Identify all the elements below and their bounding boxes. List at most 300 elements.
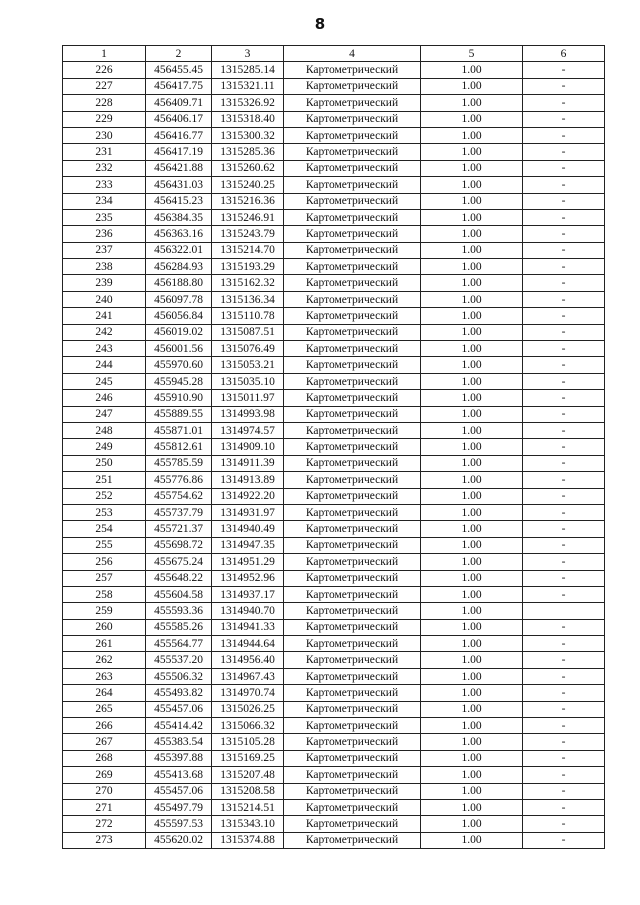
table-cell: 1.00 [421,275,523,291]
table-cell: Картометрический [284,521,421,537]
table-cell: Картометрический [284,291,421,307]
table-row [63,586,605,602]
table-cell: 455493.82 [146,685,212,701]
table-cell: Картометрический [284,341,421,357]
table-cell: 252 [63,488,146,504]
table-cell: 239 [63,275,146,291]
table-cell: 246 [63,390,146,406]
table-row [63,685,605,701]
table-cell: 254 [63,521,146,537]
table-row [63,750,605,766]
table-cell: - [523,783,605,799]
table-cell: 455457.06 [146,701,212,717]
table-cell: - [523,554,605,570]
table-cell: Картометрический [284,324,421,340]
table-cell: - [523,718,605,734]
table-row [63,275,605,291]
table-row [63,242,605,258]
table-row [63,570,605,586]
table-cell: 267 [63,734,146,750]
coordinates-table [62,45,605,849]
table-cell: - [523,390,605,406]
table-cell: 240 [63,291,146,307]
table-cell: Картометрический [284,455,421,471]
page-number: 8 [314,15,326,33]
table-cell: 455970.60 [146,357,212,373]
table-cell: 1315216.36 [212,193,284,209]
table-cell: 264 [63,685,146,701]
table-cell: 456455.45 [146,62,212,78]
table-cell: - [523,242,605,258]
table-cell: Картометрический [284,95,421,111]
table-cell: 1.00 [421,291,523,307]
column-header: 5 [421,46,523,62]
table-row [63,95,605,111]
table-cell: 1315193.29 [212,259,284,275]
table-cell: 1.00 [421,816,523,832]
table-cell: 1314944.64 [212,636,284,652]
table-row [63,636,605,652]
table-cell: 455620.02 [146,832,212,848]
table-cell: 1314967.43 [212,668,284,684]
table-cell: 259 [63,603,146,619]
table-row [63,652,605,668]
table-cell: - [523,619,605,635]
table-cell: 1.00 [421,177,523,193]
table-cell: 456406.17 [146,111,212,127]
table-row [63,324,605,340]
table-cell: 1315246.91 [212,209,284,225]
table-row [63,308,605,324]
table-row [63,832,605,848]
table-cell: 1315343.10 [212,816,284,832]
table-row [63,455,605,471]
table-row [63,78,605,94]
table-cell: 249 [63,439,146,455]
table-cell: Картометрический [284,242,421,258]
table-cell: Картометрический [284,554,421,570]
table-cell: Картометрический [284,619,421,635]
table-cell: 1315026.25 [212,701,284,717]
table-row [63,357,605,373]
table-cell: 456417.19 [146,144,212,160]
table-cell: 1315066.32 [212,718,284,734]
table-cell: 455675.24 [146,554,212,570]
table-cell: 1.00 [421,242,523,258]
table-cell: Картометрический [284,127,421,143]
table-cell: 1.00 [421,701,523,717]
table-cell: 1315169.25 [212,750,284,766]
table-cell: 245 [63,373,146,389]
table-body [63,62,605,849]
table-cell: 1.00 [421,193,523,209]
table-cell: - [523,209,605,225]
table-cell: Картометрический [284,652,421,668]
table-cell: 1315240.25 [212,177,284,193]
table-cell: Картометрический [284,78,421,94]
table-row [63,521,605,537]
table-cell: Картометрический [284,586,421,602]
table-cell: 1315285.14 [212,62,284,78]
table-cell: 251 [63,472,146,488]
table-cell: Картометрический [284,636,421,652]
table-cell: 1314947.35 [212,537,284,553]
table-row [63,472,605,488]
table-cell: Картометрический [284,209,421,225]
table-cell: - [523,193,605,209]
table-cell: 1315087.51 [212,324,284,340]
table-cell: 263 [63,668,146,684]
table-cell: Картометрический [284,816,421,832]
table-cell: 455721.37 [146,521,212,537]
table-row [63,341,605,357]
table-cell: 1314922.20 [212,488,284,504]
table-cell: Картометрический [284,373,421,389]
table-cell: - [523,816,605,832]
table-cell: 1.00 [421,603,523,619]
table-cell: 1315076.49 [212,341,284,357]
table-cell: 228 [63,95,146,111]
table-cell: - [523,832,605,848]
table-cell: 1315326.92 [212,95,284,111]
table-cell: - [523,504,605,520]
table-cell: 1.00 [421,652,523,668]
table-row [63,226,605,242]
table-cell: - [523,78,605,94]
table-cell: Картометрический [284,603,421,619]
table-cell: 1.00 [421,111,523,127]
table-cell: 1.00 [421,750,523,766]
table-cell: 1314937.17 [212,586,284,602]
table-cell: 455889.55 [146,406,212,422]
table-cell: 273 [63,832,146,848]
table-cell: 455648.22 [146,570,212,586]
table-cell: 456409.71 [146,95,212,111]
table-cell: 235 [63,209,146,225]
table-cell: 456415.23 [146,193,212,209]
table-cell: Картометрический [284,160,421,176]
table-cell: Картометрический [284,390,421,406]
table-cell: 1.00 [421,422,523,438]
table-header-row [63,46,605,62]
table-cell: Картометрический [284,832,421,848]
table-cell: 1.00 [421,636,523,652]
table-cell: 456363.16 [146,226,212,242]
table-cell: 456019.02 [146,324,212,340]
table-row [63,144,605,160]
table-cell: 1314931.97 [212,504,284,520]
table-cell: 455698.72 [146,537,212,553]
table-cell: 455754.62 [146,488,212,504]
table-cell: - [523,160,605,176]
table-cell: - [523,95,605,111]
table-row [63,390,605,406]
table-cell: 234 [63,193,146,209]
table-cell: 231 [63,144,146,160]
table-cell: 455812.61 [146,439,212,455]
table-cell: 456431.03 [146,177,212,193]
table-cell: 1.00 [421,226,523,242]
table-cell: 1315105.28 [212,734,284,750]
table-cell: - [523,472,605,488]
table-row [63,259,605,275]
table-cell: Картометрический [284,226,421,242]
table-row [63,734,605,750]
table-cell: 1314951.29 [212,554,284,570]
table-cell: 1315011.97 [212,390,284,406]
table-cell: Картометрический [284,144,421,160]
table-cell: 236 [63,226,146,242]
table-cell: - [523,406,605,422]
table-cell: 247 [63,406,146,422]
table-cell: Картометрический [284,701,421,717]
table-cell: 1.00 [421,718,523,734]
table-cell: 243 [63,341,146,357]
table-cell: 227 [63,78,146,94]
table-cell: 1.00 [421,521,523,537]
table-cell: 455383.54 [146,734,212,750]
table-cell: 1.00 [421,537,523,553]
table-cell: 455871.01 [146,422,212,438]
column-header: 6 [523,46,605,62]
table-cell: 272 [63,816,146,832]
table-cell: 1.00 [421,799,523,815]
table-cell: 456322.01 [146,242,212,258]
table-cell: 1314970.74 [212,685,284,701]
table-cell: 265 [63,701,146,717]
table-cell: 455497.79 [146,799,212,815]
table-cell: - [523,521,605,537]
table-cell: 1315300.32 [212,127,284,143]
table-cell: Картометрический [284,308,421,324]
table-cell: 1315208.58 [212,783,284,799]
table-cell: 1.00 [421,472,523,488]
table-row [63,816,605,832]
table-cell: 455506.32 [146,668,212,684]
table-cell: 1.00 [421,554,523,570]
table-cell: 1.00 [421,259,523,275]
table-cell: 1.00 [421,160,523,176]
table-cell: 456284.93 [146,259,212,275]
table-cell: 455585.26 [146,619,212,635]
table-cell: 1.00 [421,734,523,750]
table-cell: 455776.86 [146,472,212,488]
table-row [63,799,605,815]
table-cell: 242 [63,324,146,340]
table-cell: 1.00 [421,586,523,602]
table-cell: Картометрический [284,537,421,553]
table-cell: 270 [63,783,146,799]
table-row [63,554,605,570]
table-row [63,718,605,734]
table-row [63,537,605,553]
table-cell: 256 [63,554,146,570]
table-cell: 271 [63,799,146,815]
table-cell: 455785.59 [146,455,212,471]
table-cell: 1314909.10 [212,439,284,455]
table-cell: 1.00 [421,619,523,635]
table-cell: Картометрический [284,718,421,734]
table-cell: 456421.88 [146,160,212,176]
table-cell: - [523,668,605,684]
table-cell: Картометрический [284,439,421,455]
table-cell: 455597.53 [146,816,212,832]
table-cell: 1315110.78 [212,308,284,324]
table-cell: 1.00 [421,668,523,684]
table-cell: 1.00 [421,488,523,504]
table-row [63,406,605,422]
table-cell: 455737.79 [146,504,212,520]
table-cell: 1314956.40 [212,652,284,668]
table-cell: 455537.20 [146,652,212,668]
table-cell: 455397.88 [146,750,212,766]
table-cell: - [523,455,605,471]
table-cell: - [523,226,605,242]
table-cell: Картометрический [284,799,421,815]
table-cell: 1.00 [421,373,523,389]
table-cell: - [523,685,605,701]
table-cell: - [523,341,605,357]
table-cell: 456097.78 [146,291,212,307]
table-cell: - [523,767,605,783]
table-cell: - [523,177,605,193]
table-row [63,619,605,635]
table-row [63,177,605,193]
table-cell [523,603,605,619]
table-cell: 1.00 [421,95,523,111]
table-cell: 1.00 [421,570,523,586]
table-cell: 455564.77 [146,636,212,652]
table-cell: 1315136.34 [212,291,284,307]
table-cell: - [523,799,605,815]
table-cell: - [523,488,605,504]
table-row [63,488,605,504]
table-cell: Картометрический [284,685,421,701]
table-row [63,373,605,389]
table-cell: 269 [63,767,146,783]
table-cell: Картометрический [284,422,421,438]
column-header: 1 [63,46,146,62]
table-cell: 253 [63,504,146,520]
table-cell: 257 [63,570,146,586]
table-cell: 1314913.89 [212,472,284,488]
table-cell: - [523,357,605,373]
table-cell: Картометрический [284,570,421,586]
table-cell: 1315162.32 [212,275,284,291]
table-cell: Картометрический [284,357,421,373]
table-cell: Картометрический [284,750,421,766]
table-cell: - [523,422,605,438]
table-cell: 1315260.62 [212,160,284,176]
table-cell: 456384.35 [146,209,212,225]
table-cell: 1.00 [421,455,523,471]
table-cell: 1.00 [421,832,523,848]
table-cell: Картометрический [284,62,421,78]
table-row [63,767,605,783]
table-cell: 1.00 [421,783,523,799]
table-cell: - [523,586,605,602]
table-cell: 229 [63,111,146,127]
table-row [63,603,605,619]
table-cell: - [523,373,605,389]
table-cell: 261 [63,636,146,652]
table-cell: 255 [63,537,146,553]
table-row [63,422,605,438]
table-cell: 455414.42 [146,718,212,734]
table-row [63,127,605,143]
table-cell: 1315053.21 [212,357,284,373]
table-cell: 1315214.51 [212,799,284,815]
table-cell: 226 [63,62,146,78]
table-cell: 1315285.36 [212,144,284,160]
table-cell: 456416.77 [146,127,212,143]
table-row [63,291,605,307]
table-row [63,111,605,127]
table-cell: 1.00 [421,62,523,78]
column-header: 2 [146,46,212,62]
table-row [63,439,605,455]
table-cell: 456417.75 [146,78,212,94]
table-cell: 1315207.48 [212,767,284,783]
table-cell: 1.00 [421,78,523,94]
table-cell: 248 [63,422,146,438]
table-cell: - [523,127,605,143]
table-cell: Картометрический [284,193,421,209]
table-cell: 455910.90 [146,390,212,406]
table-cell: 1.00 [421,144,523,160]
table-row [63,504,605,520]
table-row [63,209,605,225]
table-cell: Картометрический [284,488,421,504]
table-cell: 230 [63,127,146,143]
table-cell: 1315374.88 [212,832,284,848]
table-cell: 1314952.96 [212,570,284,586]
table-cell: - [523,144,605,160]
table-cell: 1.00 [421,308,523,324]
table-cell: 1.00 [421,504,523,520]
table-cell: 232 [63,160,146,176]
table-cell: - [523,111,605,127]
column-header: 3 [212,46,284,62]
table-row [63,783,605,799]
table-cell: 237 [63,242,146,258]
table-cell: Картометрический [284,111,421,127]
table-cell: 1314940.70 [212,603,284,619]
table-cell: - [523,62,605,78]
table-cell: 260 [63,619,146,635]
table-cell: Картометрический [284,472,421,488]
table-row [63,701,605,717]
table-cell: 1314940.49 [212,521,284,537]
table-cell: 1.00 [421,341,523,357]
table-cell: - [523,275,605,291]
table-cell: 1315214.70 [212,242,284,258]
table-cell: Картометрический [284,275,421,291]
table-cell: 1.00 [421,439,523,455]
table-cell: 1.00 [421,390,523,406]
table-cell: 241 [63,308,146,324]
table-cell: - [523,750,605,766]
table-cell: 266 [63,718,146,734]
table-cell: Картометрический [284,504,421,520]
table-cell: - [523,537,605,553]
table-cell: 250 [63,455,146,471]
table-cell: 456188.80 [146,275,212,291]
table-cell: - [523,439,605,455]
table-cell: 455593.36 [146,603,212,619]
table-cell: 244 [63,357,146,373]
table-cell: Картометрический [284,177,421,193]
